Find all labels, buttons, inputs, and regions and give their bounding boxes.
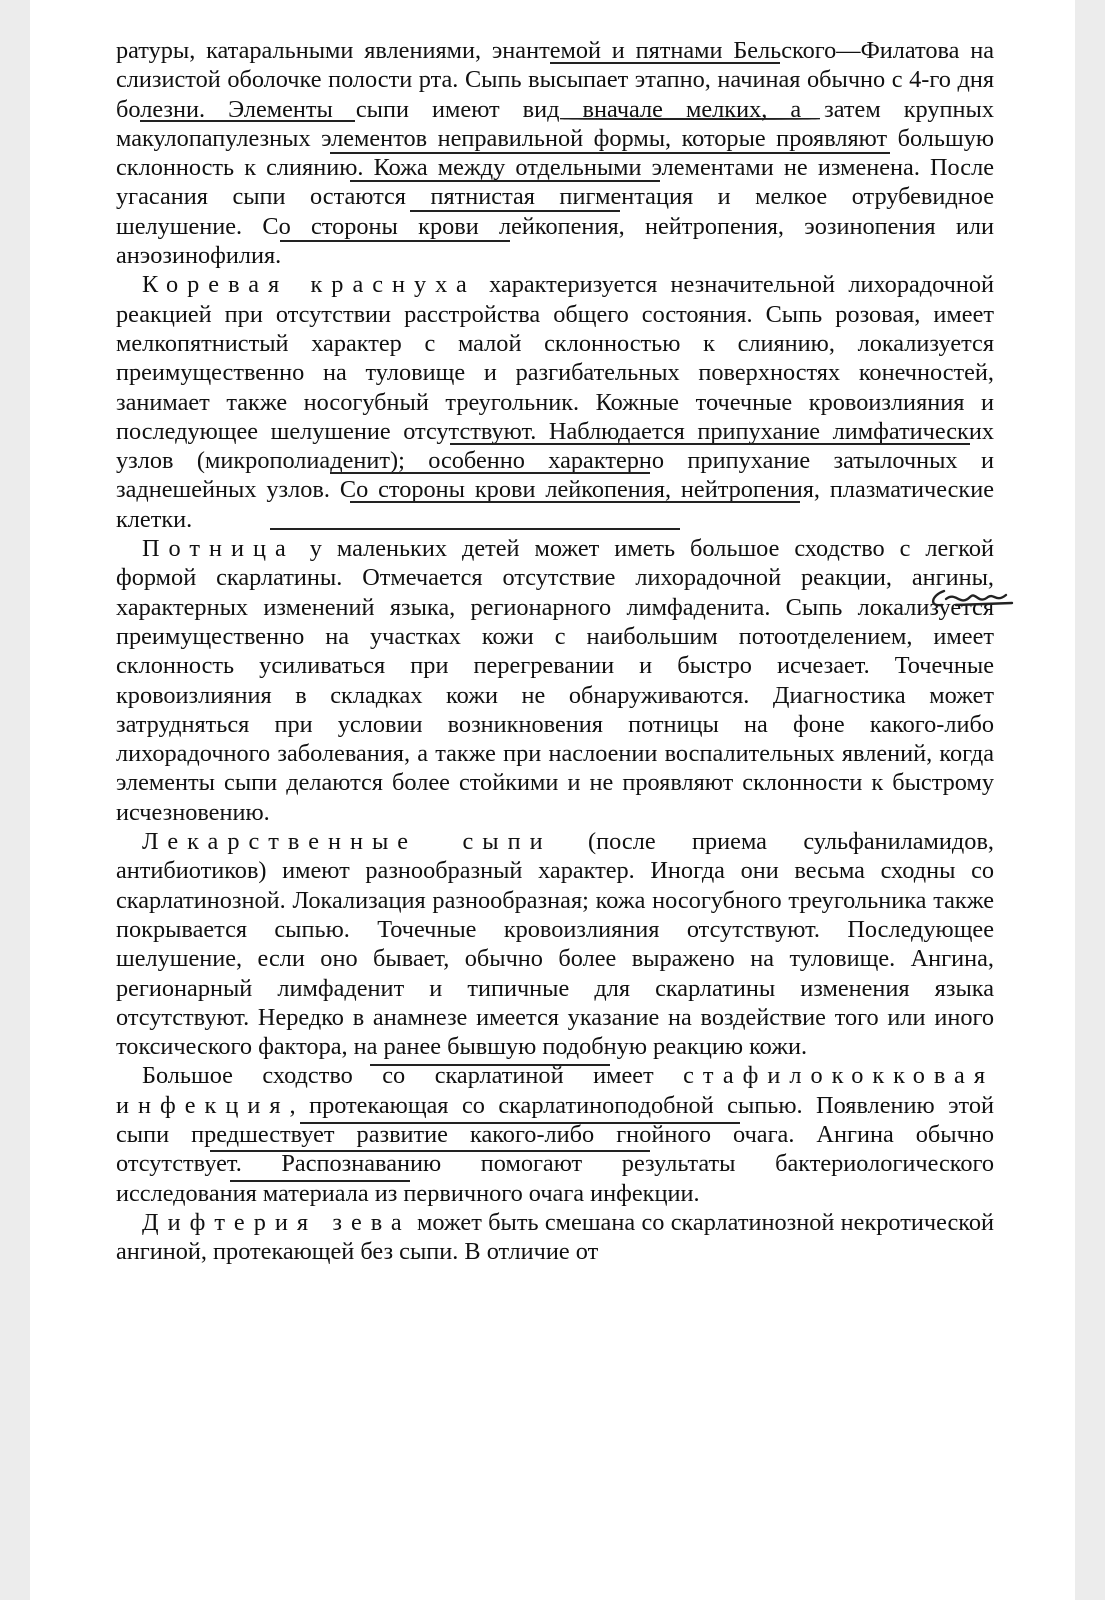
page-text bbox=[116, 36, 994, 1266]
paragraph-staphylococcal bbox=[116, 1061, 994, 1207]
pen-underline bbox=[550, 62, 780, 64]
pen-underline bbox=[560, 118, 820, 120]
pen-underline bbox=[350, 501, 800, 503]
paragraph-text: может быть смешана со скарлатинозной некротической ангиной, протекающей без сыпи. В отличие от bbox=[116, 1208, 994, 1266]
book-page bbox=[30, 0, 1075, 1600]
spaced-term: Лекарственные сыпи bbox=[142, 828, 552, 856]
pen-underline bbox=[330, 472, 650, 474]
pen-underline bbox=[450, 443, 970, 445]
pen-underline bbox=[270, 528, 680, 530]
pen-underline bbox=[140, 120, 355, 122]
paragraph-drug-rashes bbox=[116, 827, 994, 1061]
paragraph-text: у маленьких детей может иметь большое сходство с легкой формой скарлатины. Отмечается отсутствие лихорадочной реакции, ангины, характерных изменений языка, регионарного лимфаденита. Сыпь локализуется преимущественно на участках кожи с наибольшим потоотделением, имеет склонность усиливаться при перегревании и быстро исчезает. Точечные кровоизлияния в складках кожи не обнаруживаются. Диагностика может затрудняться при условии возникновения потницы на фоне какого-либо лихорадочного заболевания, а также при наслоении воспалительных явлений, когда элементы сыпи делаются более стойкими и не проявляют склонности к быстрому исчезновению. bbox=[116, 535, 994, 826]
paragraph-text: (после приема сульфаниламидов, антибиотиков) имеют разнообразный характер. Иногда они весьма сходны со скарлатинозной. Локализация разнообразная; кожа носогубного треугольника также покрывается сыпью. Точечные кровоизлияния отсутствуют. Последующее шелушение, если оно бывает, обычно более выражено на туловище. Ангина, регионарный лимфаденит и типичные для скарлатины изменения языка отсутствуют. Нередко в анамнезе имеется указание на воздействие того или иного токсического фактора, на ранее бывшую подобную реакцию кожи. bbox=[116, 828, 994, 1061]
spaced-term: стафилококковая инфекция bbox=[116, 1062, 994, 1119]
handwritten-mark bbox=[926, 585, 1016, 611]
paragraph-text-lead: Большое сходство со скарлатиной имеет bbox=[142, 1062, 684, 1090]
spaced-term: Потница bbox=[142, 535, 295, 563]
pen-underline bbox=[300, 1122, 740, 1124]
paragraph-rubella bbox=[116, 270, 994, 534]
paragraph-text: ратуры, катаральными явлениями, энантемой и пятнами Бельского—Филатова на слизистой оболочке полости рта. Сыпь высыпает этапно, начиная обычно с 4-го дня болезни. Элементы сыпи имеют вид вначале мелких, а затем крупных макулопапулезных элементов неправильной формы, которые проявляют большую склонность к слиянию. Кожа между отдельными элементами не изменена. После угасания сыпи остаются пятнистая пигментация и мелкое отрубевидное шелушение. Со стороны крови лейкопения, нейтропения, эозинопения или анэозинофилия. bbox=[116, 37, 994, 270]
pen-underline bbox=[210, 1150, 650, 1152]
pen-underline bbox=[330, 152, 890, 154]
spaced-term: Дифтерия зева bbox=[142, 1208, 411, 1236]
pen-underline bbox=[230, 1180, 410, 1182]
pen-underline bbox=[370, 1064, 610, 1066]
paragraph-text: характеризуется незначительной лихорадочной реакцией при отсутствии расстройства общего состояния. Сыпь розовая, имеет мелкопятнистый характер с малой склонностью к слиянию, локализуется преимущественно на туловище и разгибательных поверхностях конечностей, занимает также носогубный треугольник. Кожные точечные кровоизлияния и последующее шелушение отсутствуют. Наблюдается припухание лимфатических узлов (микрополиаденит); особенно характерно припухание затылочных и заднешейных узлов. Со стороны крови лейкопения, нейтропения, плазматические клетки. bbox=[116, 271, 995, 533]
paragraph-text: , протекающая со скарлатиноподобной сыпью. Появлению этой сыпи предшествует развитие какого-либо гнойного очага. Ангина обычно отсутствует. Распознаванию помогают результаты бактериологического исследования материала из первичного очага инфекции. bbox=[116, 1091, 994, 1207]
spaced-term: Коревая краснуха bbox=[142, 271, 476, 299]
pen-underline bbox=[350, 180, 660, 182]
pen-underline bbox=[280, 240, 510, 242]
paragraph-miliaria bbox=[116, 534, 994, 827]
paragraph-diphtheria bbox=[116, 1208, 994, 1267]
pen-underline bbox=[410, 210, 620, 212]
